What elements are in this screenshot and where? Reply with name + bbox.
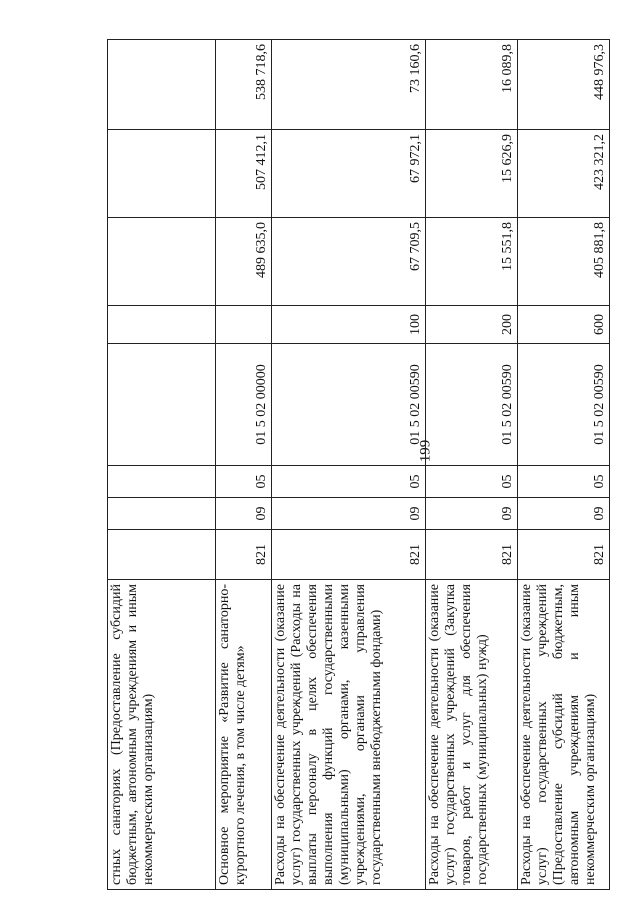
table-row bbox=[108, 40, 216, 890]
budget-table-page bbox=[107, 40, 627, 890]
expense-type bbox=[216, 306, 272, 344]
amount-year-3: 73 160,6 bbox=[272, 40, 426, 130]
target-article: 01 5 02 00590 bbox=[426, 344, 518, 466]
ministry-code: 821 bbox=[426, 530, 518, 580]
amount-year-1: 15 551,8 bbox=[426, 218, 518, 306]
section-code bbox=[108, 498, 216, 530]
amount-year-1: 67 709,5 bbox=[272, 218, 426, 306]
target-article: 01 5 02 00000 bbox=[216, 344, 272, 466]
row-description: Основное мероприятие «Развитие санаторно-курортного лечения, в том числе детям» bbox=[216, 580, 272, 890]
amount-year-2: 15 626,9 bbox=[426, 130, 518, 218]
expense-type: 100 bbox=[272, 306, 426, 344]
subsection-code: 05 bbox=[426, 466, 518, 498]
amount-year-3: 538 718,6 bbox=[216, 40, 272, 130]
row-description: Расходы на обеспечение деятельности (оказание услуг) государственных учреждений (Расходы на выплаты персоналу в целях обеспечения выполнения функций государственными (муниципальными) органами, казенными учреждениями, органами управления государственными внебюджетными фондами) bbox=[272, 580, 426, 890]
amount-year-1: 489 635,0 bbox=[216, 218, 272, 306]
page-number: 199 bbox=[417, 439, 434, 463]
subsection-code bbox=[108, 466, 216, 498]
section-code: 09 bbox=[518, 498, 610, 530]
amount-year-2: 67 972,1 bbox=[272, 130, 426, 218]
amount-year-1: 405 881,8 bbox=[518, 218, 610, 306]
ministry-code: 821 bbox=[272, 530, 426, 580]
target-article: 01 5 02 00590 bbox=[272, 344, 426, 466]
amount-year-3: 16 089,8 bbox=[426, 40, 518, 130]
expense-type: 200 bbox=[426, 306, 518, 344]
ministry-code bbox=[108, 530, 216, 580]
table-row bbox=[518, 40, 610, 890]
ministry-code: 821 bbox=[216, 530, 272, 580]
section-code: 09 bbox=[426, 498, 518, 530]
amount-year-2: 507 412,1 bbox=[216, 130, 272, 218]
subsection-code: 05 bbox=[518, 466, 610, 498]
table-row bbox=[272, 40, 426, 890]
amount-year-3: 448 976,3 bbox=[518, 40, 610, 130]
row-description: Расходы на обеспечение деятельности (оказание услуг) государственных учреждений (Закупка товаров, работ и услуг для обеспечения государственных (муниципальных) нужд) bbox=[426, 580, 518, 890]
amount-year-1 bbox=[108, 218, 216, 306]
expense-type: 600 bbox=[518, 306, 610, 344]
row-description: стных санаториях (Предоставление субсидий бюджетным, автономным учреждениям и иным некоммерческим организациям) bbox=[108, 580, 216, 890]
amount-year-2 bbox=[108, 130, 216, 218]
ministry-code: 821 bbox=[518, 530, 610, 580]
section-code: 09 bbox=[272, 498, 426, 530]
table-row bbox=[216, 40, 272, 890]
subsection-code: 05 bbox=[216, 466, 272, 498]
table-row bbox=[426, 40, 518, 890]
expense-type bbox=[108, 306, 216, 344]
budget-table bbox=[107, 39, 610, 890]
section-code: 09 bbox=[216, 498, 272, 530]
target-article: 01 5 02 00590 bbox=[518, 344, 610, 466]
target-article bbox=[108, 344, 216, 466]
amount-year-3 bbox=[108, 40, 216, 130]
row-description: Расходы на обеспечение деятельности (оказание услуг) государственных учреждений (Предоставление субсидий бюджетным, автономным учреждениям и иным некоммерческим организациям) bbox=[518, 580, 610, 890]
subsection-code: 05 bbox=[272, 466, 426, 498]
amount-year-2: 423 321,2 bbox=[518, 130, 610, 218]
